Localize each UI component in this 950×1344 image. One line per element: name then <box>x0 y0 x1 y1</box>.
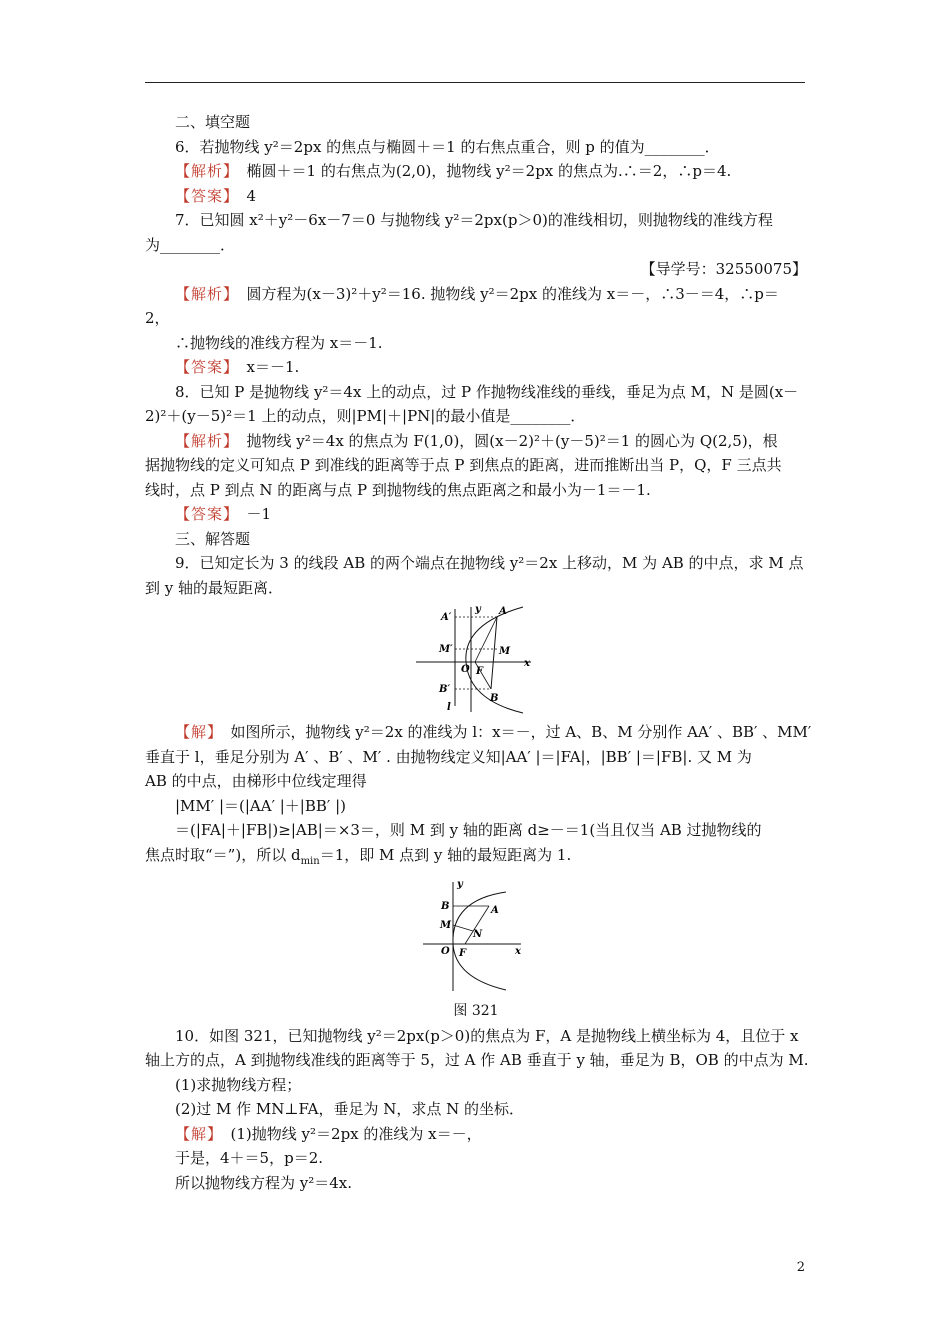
q9-dmin-subscript: min <box>300 855 320 867</box>
label-m: M <box>499 646 511 657</box>
label-m: M <box>440 920 452 931</box>
q9-solution-text-3: AB 的中点，由梯形中位线定理得 <box>145 772 367 790</box>
header-rule <box>145 82 805 83</box>
q10-solution-text-1: (1)抛物线 y²＝2px 的准线为 x＝－， <box>230 1124 482 1143</box>
label-o: O <box>461 664 470 675</box>
q8-stem-2: 2)²＋(y－5)²＝1 上的动点，则|PM|＋|PN|的最小值是________． <box>145 407 586 425</box>
q6-analysis <box>145 159 807 184</box>
q8-analysis-text-2: 据抛物线的定义可知点 P 到准线的距离等于点 P 到焦点的距离，进而推断出当 P，Q，F 三点共 <box>145 456 782 474</box>
q9-stem-1: 9．已知定长为 3 的线段 AB 的两个端点在抛物线 y²＝2x 上移动，M 为 AB 的中点，求 M 点 <box>175 554 804 572</box>
segment-mn <box>453 925 473 931</box>
answer-tag: 【答案】 <box>175 505 232 523</box>
label-n: N <box>473 929 483 940</box>
q9-stem-2: 到 y 轴的最短距离． <box>145 578 284 597</box>
q9-solution-text-2: 垂直于 l，垂足分别为 A′ 、B′ 、M′ . 由抛物线定义知|AA′ |＝|FA|，|BB′ |＝|FB|. 又 M 为 <box>145 747 752 766</box>
q8-analysis-text-1: 抛物线 y²＝4x 的焦点为 F(1,0)，圆(x－2)²＋(y－5)²＝1 的圆心为 Q(2,5)，根 <box>246 431 778 450</box>
figure-321 <box>145 878 807 993</box>
label-y: y <box>475 604 481 615</box>
q6-answer <box>145 184 807 209</box>
q9-solution-text-1: 如图所示，抛物线 y²＝2x 的准线为 l：x＝－，过 A、B、M 分别作 AA′ 、BB′ 、MM′ <box>230 723 812 741</box>
figure-caption: 图 321 <box>453 1003 499 1019</box>
label-m-prime: M′ <box>439 644 453 655</box>
label-y: y <box>457 879 463 890</box>
label-b-prime: B′ <box>439 684 451 695</box>
q7-guide-number: 【导学号：32550075】 <box>640 260 807 278</box>
q8-answer <box>145 502 807 527</box>
analysis-tag: 【解析】 <box>175 162 232 180</box>
q10-solution <box>145 1122 807 1147</box>
q6-stem: 6．若抛物线 y²＝2px 的焦点与椭圆＋＝1 的右焦点重合，则 p 的值为________． <box>175 137 720 156</box>
q6-answer-text: 4 <box>246 186 257 205</box>
answer-tag: 【答案】 <box>175 186 232 205</box>
q7-stem-1: 7．已知圆 x²＋y²－6x－7＝0 与抛物线 y²＝2px(p＞0)的准线相切，则抛物线的准线方程 <box>175 211 773 229</box>
label-b: B <box>441 901 450 912</box>
page-number: 2 <box>796 1260 805 1275</box>
label-o: O <box>441 946 450 957</box>
q10-stem-1: 10．如图 321，已知抛物线 y²＝2px(p＞0)的焦点为 F，A 是抛物线上横坐标为 4，且位于 x <box>175 1026 799 1045</box>
q10-stem-2: 轴上方的点，A 到抛物线准线的距离等于 5，过 A 作 AB 垂直于 y 轴，垂足为 B，OB 的中点为 M. <box>145 1051 809 1069</box>
label-l: l <box>447 702 451 713</box>
q9-solution-text-5: ＝(|FA|＋|FB|)≥|AB|＝×3＝，则 M 到 y 轴的距离 d≥－＝1(当且仅当 AB 过抛物线的 <box>175 821 762 839</box>
q9-solution-text-4: |MM′ |＝(|AA′ |＋|BB′ |) <box>175 796 346 815</box>
q7-analysis-text-3: ∴抛物线的准线方程为 x＝－1. <box>175 333 383 352</box>
label-x: x <box>524 658 530 669</box>
document-body <box>145 110 812 1195</box>
solution-tag: 【解】 <box>175 1124 216 1143</box>
q9-solution-text-6 <box>145 843 807 875</box>
q10-sub-1: (1)求抛物线方程； <box>175 1075 302 1094</box>
q9-solution <box>145 720 812 745</box>
q9-solution-text-6b: ＝1，即 M 点到 y 轴的最短距离为 1. <box>319 845 572 864</box>
section-title-fill-in: 二、填空题 <box>175 113 251 131</box>
q10-solution-text-2: 于是，4＋＝5，p＝2. <box>175 1149 324 1167</box>
label-a-prime: A′ <box>441 612 452 623</box>
q8-answer-text: －1 <box>246 505 272 523</box>
section-title-solutions: 三、解答题 <box>175 529 251 548</box>
label-a: A <box>499 606 507 617</box>
figure-321-diagram <box>421 878 531 993</box>
q8-analysis <box>145 429 807 454</box>
answer-tag: 【答案】 <box>175 358 232 376</box>
parabola-trapezoid-diagram <box>411 604 541 714</box>
q10-solution-text-3: 所以抛物线方程为 y²＝4x. <box>175 1173 353 1192</box>
q7-analysis-text-2: 2， <box>145 309 170 327</box>
q9-figure <box>145 604 807 714</box>
label-x: x <box>515 946 521 957</box>
q7-analysis-text-1: 圆方程为(x－3)²＋y²＝16. 抛物线 y²＝2px 的准线为 x＝－，∴3－＝4，∴p＝ <box>246 284 779 303</box>
q8-analysis-text-3: 线时，点 P 到点 N 的距离与点 P 到抛物线的焦点距离之和最小为－1＝－1. <box>145 480 651 499</box>
q7-analysis <box>145 282 807 307</box>
q6-analysis-text: 椭圆＋＝1 的右焦点为(2,0)，抛物线 y²＝2px 的焦点为.∴＝2，∴p＝4. <box>246 162 732 180</box>
label-a: A <box>491 905 499 916</box>
label-f: F <box>476 666 484 677</box>
q7-stem-2: 为________． <box>145 235 236 254</box>
analysis-tag: 【解析】 <box>175 284 232 303</box>
label-b: B <box>490 693 499 704</box>
analysis-tag: 【解析】 <box>175 431 232 450</box>
q9-solution-text-6a: 焦点时取“＝”)，所以 d <box>145 845 301 864</box>
q7-answer <box>145 355 807 380</box>
q7-answer-text: x＝－1. <box>246 358 300 376</box>
solution-tag: 【解】 <box>175 723 216 741</box>
q10-sub-2: (2)过 M 作 MN⊥FA，垂足为 N，求点 N 的坐标． <box>175 1100 524 1118</box>
q8-stem-1: 8．已知 P 是抛物线 y²＝4x 上的动点，过 P 作抛物线准线的垂线，垂足为点 M，N 是圆(x－ <box>175 382 799 401</box>
label-f: F <box>459 948 467 959</box>
